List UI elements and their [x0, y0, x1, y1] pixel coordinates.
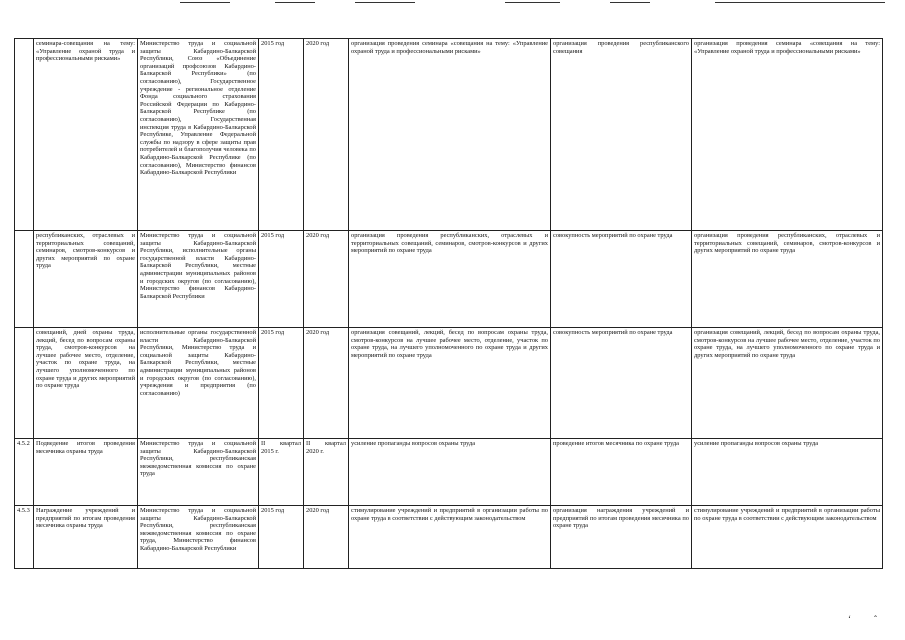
link-cell: организация проведения семинара «совещания на тему: «Управление охраной труда и профессиональными рисками»	[692, 39, 883, 231]
link-cell: организация проведения республиканских, отраслевых и территориальных совещаний, семинаров, смотров-конкурсов и других мероприятий по охране труда	[692, 231, 883, 328]
indicator-cell: проведение итогов месячника по охране труда	[551, 439, 692, 506]
end-date-cell: II квартал 2020 г.	[304, 439, 349, 506]
link-cell: стимулирование учреждений и предприятий в организации работы по охране труда в соответствии с действующим законодательством	[692, 506, 883, 569]
top-edge-mark	[180, 2, 230, 3]
end-date-cell: 2020 год	[304, 39, 349, 231]
row-number: 4.5.2	[15, 439, 34, 506]
result-cell: стимулирование учреждений и предприятий в организации работы по охране труда в соответствии с действующим законодательством	[349, 506, 551, 569]
result-cell: организация проведения республиканских, отраслевых и территориальных совещаний, семинаров, смотров-конкурсов и других мероприятий по охране труда	[349, 231, 551, 328]
scan-mark: ˆ	[874, 614, 877, 624]
start-date-cell: 2015 год	[259, 328, 304, 439]
top-edge-mark	[355, 2, 415, 3]
start-date-cell: 2015 год	[259, 506, 304, 569]
table-row	[15, 39, 883, 231]
row-number	[15, 39, 34, 231]
result-cell: организация проведения семинара «совещания на тему: «Управление охраной труда и профессиональными рисками»	[349, 39, 551, 231]
event-cell: республиканских, отраслевых и территориальных совещаний, семинаров, смотров-конкурсов и других мероприятий по охране труда	[34, 231, 138, 328]
indicator-cell: совокупность мероприятий по охране труда	[551, 328, 692, 439]
executors-cell: Министерство труда и социальной защиты Кабардино-Балкарской Республики, республиканская межведомственная комиссия по охране труда	[138, 439, 259, 506]
indicator-cell: организация награждения учреждений и предприятий по итогам проведения месячника по охране труда	[551, 506, 692, 569]
table-row	[15, 506, 883, 569]
executors-cell: Министерство труда и социальной защиты Кабардино-Балкарской Республики, Союз «Объединение организаций профсоюзов Кабардино-Балкарской Республики» (по согласованию), Государственное учреждение - региональное отделение Фонда социального страхования Российской Федерации по Кабардино-Балкарской Республике (по согласованию), Государственная инспекция труда в Кабардино-Балкарской Республике, Управление Федеральной службы по надзору в сфере защиты прав потребителей и благополучия человека по Кабардино-Балкарской Республике (по согласованию), Министерство финансов Кабардино-Балкарской Республики	[138, 39, 259, 231]
executors-cell: Министерство труда и социальной защиты Кабардино-Балкарской Республики, исполнительные органы государственной власти Кабардино-Балкарской Республики, местные администрации муниципальных районов и городских округов (по согласованию), Министерство финансов Кабардино-Балкарской Республики	[138, 231, 259, 328]
link-cell: усиление пропаганды вопросов охраны труда	[692, 439, 883, 506]
executors-cell: Министерство труда и социальной защиты Кабардино-Балкарской Республики, республиканская межведомственная комиссия по охране труда, Министерство финансов Кабардино-Балкарской Республики	[138, 506, 259, 569]
end-date-cell: 2020 год	[304, 328, 349, 439]
program-table	[14, 38, 883, 569]
table-row	[15, 231, 883, 328]
row-number	[15, 231, 34, 328]
end-date-cell: 2020 год	[304, 231, 349, 328]
start-date-cell: 2015 год	[259, 231, 304, 328]
link-cell: организация совещаний, лекций, бесед по вопросам охраны труда, смотров-конкурсов на лучшее рабочее место, отделение, участок по охране труда, на лучшего уполномоченного по охране труда и других мероприятий по охране труда	[692, 328, 883, 439]
result-cell: организация совещаний, лекций, бесед по вопросам охраны труда, смотров-конкурсов на лучшее рабочее место, отделение, участок по охране труда, на лучшего уполномоченного по охране труда и других мероприятий по охране труда	[349, 328, 551, 439]
row-number	[15, 328, 34, 439]
top-edge-mark	[505, 2, 560, 3]
table-row	[15, 328, 883, 439]
top-edge-mark	[275, 2, 315, 3]
top-edge-mark	[715, 2, 885, 3]
start-date-cell: 2015 год	[259, 39, 304, 231]
row-number: 4.5.3	[15, 506, 34, 569]
table-row	[15, 439, 883, 506]
event-cell: Подведение итогов проведения месячника охраны труда	[34, 439, 138, 506]
scan-mark: ʻ	[848, 614, 851, 624]
executors-cell: исполнительные органы государственной власти Кабардино-Балкарской Республики, Министерство труда и социальной защиты Кабардино-Балкарской Республики, местные администрации муниципальных районов и городских округов (по согласованию), учреждения и предприятия (по согласованию)	[138, 328, 259, 439]
event-cell: совещаний, дней охраны труда, лекций, бесед по вопросам охраны труда, смотров-конкурсов на лучшее рабочее место, отделение, участок по охране труда, на лучшего уполномоченного по охране труда и других мероприятий по охране труда	[34, 328, 138, 439]
top-edge-mark	[610, 2, 650, 3]
event-cell: Награждение учреждений и предприятий по итогам проведения месячника охраны труда	[34, 506, 138, 569]
indicator-cell: совокупность мероприятий по охране труда	[551, 231, 692, 328]
result-cell: усиление пропаганды вопросов охраны труда	[349, 439, 551, 506]
event-cell: семинара-совещания на тему: «Управление охраной труда и профессиональными рисками»	[34, 39, 138, 231]
start-date-cell: II квартал 2015 г.	[259, 439, 304, 506]
end-date-cell: 2020 год	[304, 506, 349, 569]
indicator-cell: организация проведения республиканского совещания	[551, 39, 692, 231]
